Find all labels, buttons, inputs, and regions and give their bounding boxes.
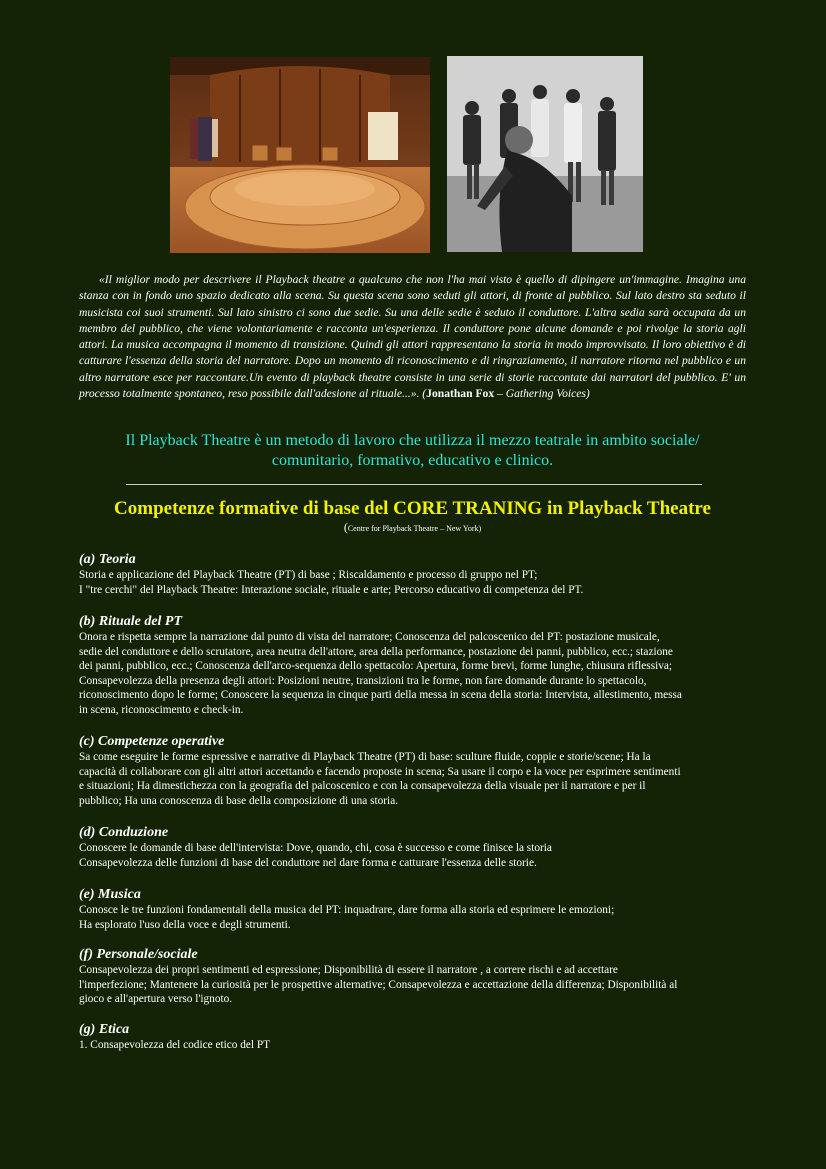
section-line: Conoscere le domande di base dell'intervista: Dove, quando, chi, cosa è successo e come finisce la storia [79,842,552,854]
actors-photo [447,56,643,252]
section-line: Storia e applicazione del Playback Theatre (PT) di base ; Riscaldamento e processo di gruppo nel PT; [79,569,538,581]
section-line: gioco e all'apertura verso l'ignoto. [79,993,233,1006]
section-line: Consapevolezza delle funzioni di base del conduttore nel dare forma e catturare l'essenza delle storie. [79,856,537,869]
section-line: I "tre cerchi" del Playback Theatre: Interazione sociale, rituale e arte; Percorso educativo di competenza del PT. [79,583,584,596]
section-teoria [79,551,746,597]
section-etica [79,1021,746,1053]
section-line: in scena, riconoscimento e check-in. [79,703,244,716]
section-competenze-operative [79,733,746,808]
stage-photo [170,57,430,253]
section-heading: (d) Conduzione [79,825,169,840]
actors-illustration [447,56,643,252]
intro-line-2: comunitario, formativo, educativo e clinico. [271,452,554,469]
section-line: e situazioni; Ha dimestichezza con la geografia del palcoscenico e con la consapevolezza della visuale per il narratore e per il [79,780,646,793]
section-personale-sociale [79,946,746,1007]
section-line: Onora e rispetta sempre la narrazione dal punto di vista del narratore; Conoscenza del palcoscenico del PT: postazione musicale, [79,631,660,643]
quote-text: «Il miglior modo per descrivere il Playback theatre a qualcuno che non l'ha mai visto è quello di dipingere un'immagine. Imagina una stanza con in fondo uno spazio dedicato alla scena. Su questa scena sono seduti gli attori, di fronte al pubblico. Sul lato destro sta seduto il musicista coi suoi strumenti. Sul lato sinistro ci sono due sedie. Su una delle sedie è seduto il conduttore. L'altra sedia sarà occupata da un membro del pubblico, che viene volontariamente e racconta un'esperienza. Il conduttore pone alcune domande e poi rivolge la storia agli attori. La musica accompagna il momento di transizione. Quindi gli attori rappresentano la storia in modo improvvisato. Il loro obiettivo è di catturare l'essenza della storia del narratore. Dopo un momento di riconoscimento e di ringraziamento, il narratore ritorna nel pubblico e un altro narratore esce per raccontare.Un evento di playback theatre consiste in una serie di storie raccontate dai narratori del pubblico. E' un processo totalmente spontaneo, reso possibile dall'adesione al rituale...». ( [79,273,746,401]
section-line: dei panni, pubblico, ecc.; Conoscenza dell'arco-sequenza dello spettacolo: Apertura, forme brevi, forme lunghe, chiusura riflessiva; [79,660,673,673]
section-musica [79,886,746,932]
source-note [79,521,746,535]
section-line: l'imperfezione; Mantenere la curiosità per le prospettive alternative; Consapevolezza e accettazione della differenza; Disponibilità al [79,978,678,991]
source-note-paren: ( [343,520,348,534]
section-line: Consapevolezza della presenza degli attori: Posizioni neutre, transizioni tra le forme, non fare domande durante lo spettacolo, [79,674,647,687]
source-note-text: Centre for Playback Theatre – New York) [347,524,482,533]
section-line: Sa come eseguire le forme espressive e narrative di Playback Theatre (PT) di base: sculture fluide, coppie e storie/scene; Ha la [79,751,651,763]
section-line: Consapevolezza dei propri sentimenti ed espressione; Disponibilità di essere il narratore , a correre rischi e ad accettare [79,964,618,976]
intro-statement [79,431,746,471]
section-heading: (g) Etica [79,1022,130,1037]
section-line: riconoscimento dopo le forme; Conoscere la sequenza in cinque parti della messa in scena della storia: Intervista, allestimento, messa [79,689,682,702]
section-heading: (c) Competenze operative [79,734,225,749]
section-rituale [79,613,746,718]
intro-line-1: Il Playback Theatre è un metodo di lavoro che utilizza il mezzo teatrale in ambito sociale/ [125,432,700,449]
section-line: sedie del conduttore e dello scrutatore, area neutra dell'attore, area della performance, postazione dei panni, pubblico, ecc.; stazione [79,645,673,658]
stage-illustration [170,57,430,253]
section-line: Ha esplorato l'uso della voce e degli strumenti. [79,918,291,931]
divider-line [126,484,702,485]
section-line: capacità di collaborare con gli altri attori accettando e facendo proposte in scena; Sa usare il corpo e la voce per esprimere sentimenti [79,765,681,778]
section-line: pubblico; Ha una conoscenza di base della composizione di una storia. [79,794,399,807]
section-heading: (e) Musica [79,887,141,902]
section-heading: (b) Rituale del PT [79,614,183,629]
section-heading: (f) Personale/sociale [79,947,198,962]
quote-source: – Gathering Voices) [494,387,590,401]
quote-author: Jonathan Fox [426,387,495,401]
section-heading: (a) Teoria [79,552,136,567]
section-line: 1. Consapevolezza del codice etico del PT [79,1039,271,1051]
page-title: Competenze formative di base del CORE TRANING in Playback Theatre [114,498,711,519]
section-conduzione [79,824,746,870]
section-line: Conosce le tre funzioni fondamentali della musica del PT: inquadrare, dare forma alla storia ed esprimere le emozioni; [79,904,615,916]
jonathan-fox-quote [79,272,746,402]
